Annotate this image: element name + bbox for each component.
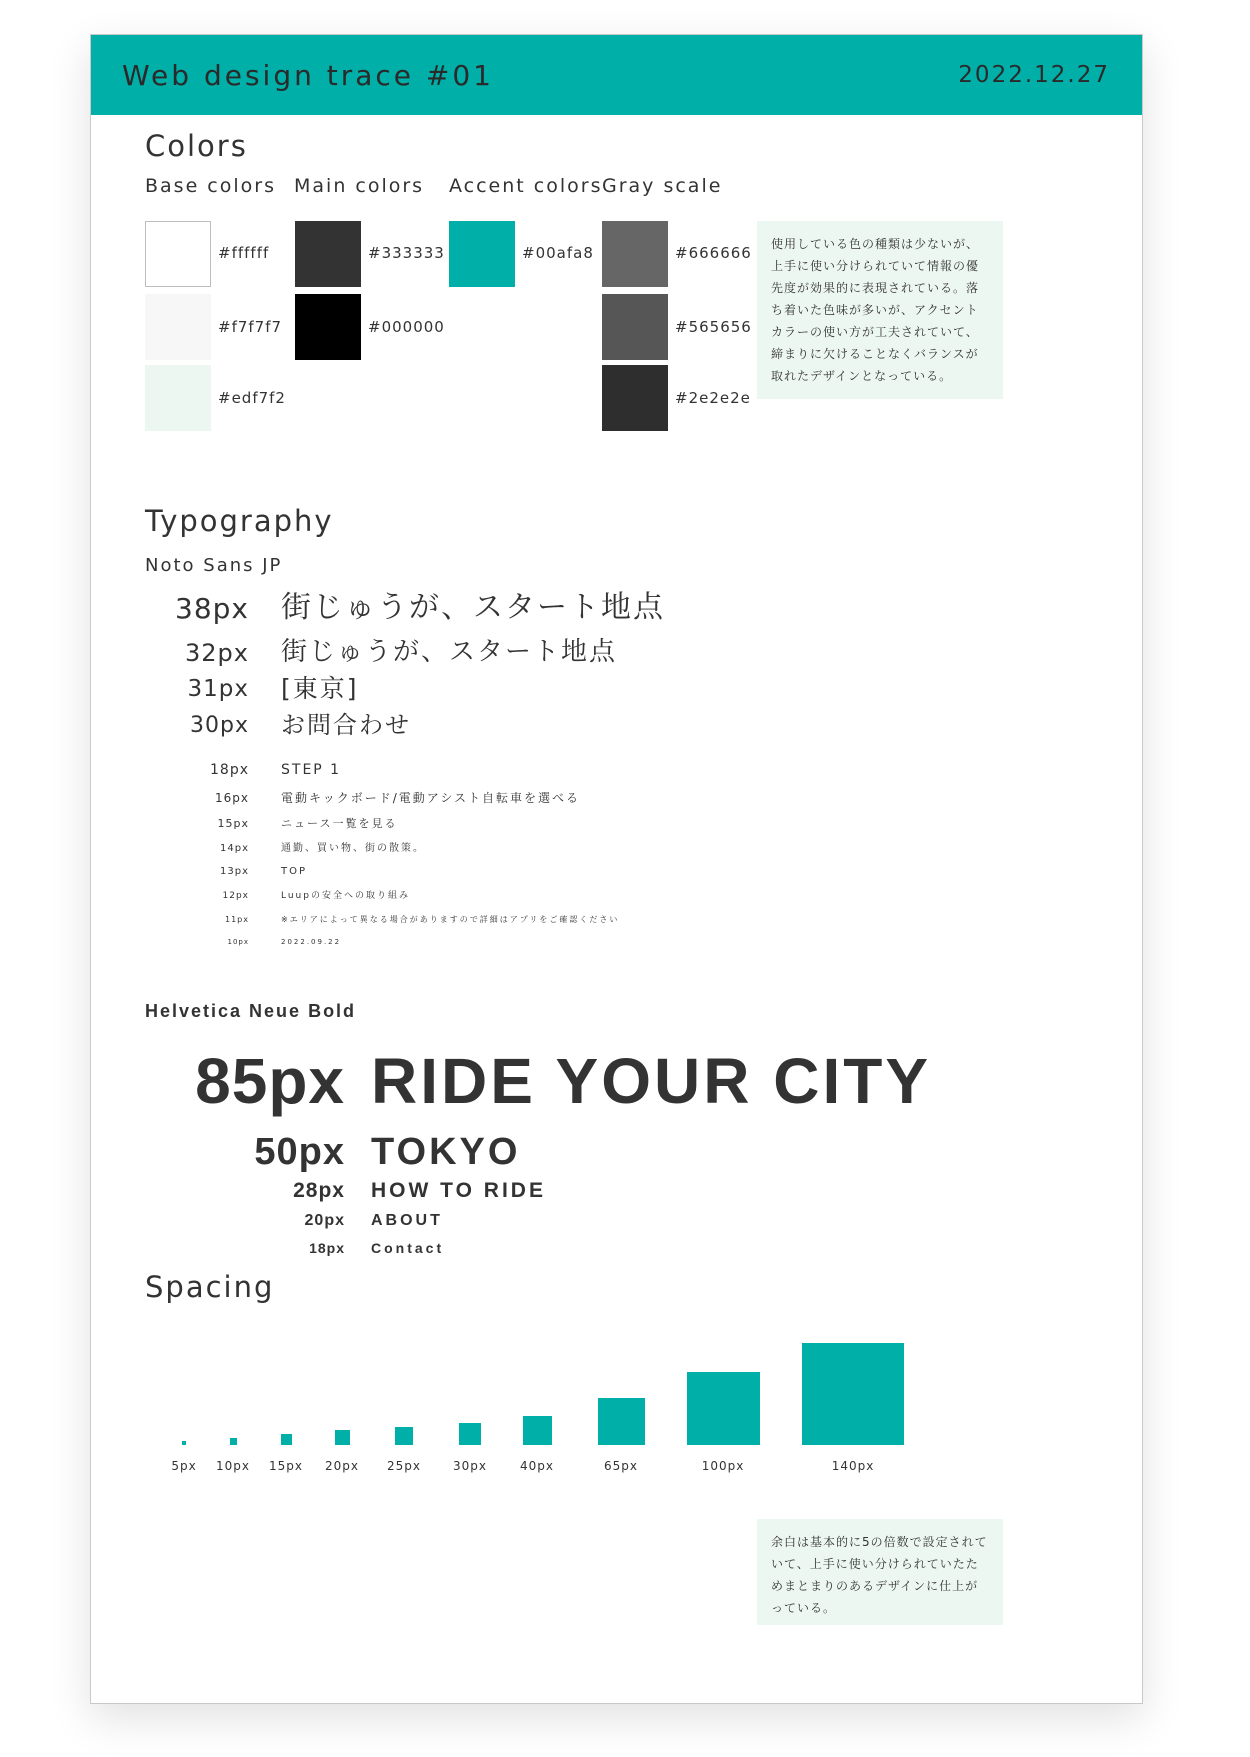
helvetica-font-label: Helvetica Neue Bold bbox=[145, 1001, 357, 1021]
swatch-base-1 bbox=[145, 221, 211, 287]
helvetica-sample-text: ABOUT bbox=[371, 1212, 443, 1229]
swatch-accent-1 bbox=[449, 221, 515, 287]
page-date: 2022.12.27 bbox=[958, 62, 1110, 88]
spacing-section-title: Spacing bbox=[145, 1270, 275, 1304]
noto-sample-text: TOP bbox=[281, 866, 308, 877]
spacing-swatch bbox=[281, 1434, 292, 1445]
spacing-label: 25px bbox=[387, 1459, 421, 1473]
header-bar bbox=[91, 35, 1142, 115]
spacing-swatch bbox=[687, 1372, 760, 1445]
helvetica-sample-text: HOW TO RIDE bbox=[371, 1179, 546, 1202]
noto-size-label: 11px bbox=[225, 915, 249, 924]
noto-size-label: 18px bbox=[210, 762, 249, 778]
noto-sample-text: 2022.09.22 bbox=[281, 938, 342, 946]
swatch-main-2 bbox=[295, 294, 361, 360]
noto-sample-text: [東京] bbox=[281, 674, 359, 703]
swatch-base-3 bbox=[145, 365, 211, 431]
spacing-note: 余白は基本的に5の倍数で設定されていて、上手に使い分けられていたためまとまりのあるデザインに仕上がっている。 bbox=[757, 1519, 1003, 1625]
spacing-swatch bbox=[230, 1438, 237, 1445]
noto-sample-text: 電動キックボード/電動アシスト自転車を選べる bbox=[281, 791, 580, 805]
noto-sample-text: 街じゅうが、スタート地点 bbox=[281, 590, 665, 625]
noto-sample-text: STEP 1 bbox=[281, 762, 342, 778]
noto-sample-text: 通勤、買い物、街の散策。 bbox=[281, 843, 425, 854]
helvetica-size-label: 20px bbox=[304, 1212, 345, 1229]
noto-size-label: 32px bbox=[185, 639, 249, 667]
hex-base-1: #ffffff bbox=[218, 244, 270, 262]
spacing-label: 140px bbox=[831, 1459, 875, 1473]
spacing-label: 15px bbox=[269, 1459, 303, 1473]
noto-sample-text: ※エリアによって異なる場合がありますので詳細はアプリをご確認ください bbox=[281, 915, 620, 924]
spacing-swatch bbox=[523, 1416, 552, 1445]
noto-size-label: 38px bbox=[175, 592, 249, 625]
helvetica-size-label: 50px bbox=[254, 1131, 345, 1173]
spacing-swatch bbox=[598, 1398, 645, 1445]
noto-font-label: Noto Sans JP bbox=[145, 555, 283, 576]
accent-colors-label: Accent colors bbox=[449, 175, 603, 197]
hex-accent-1: #00afa8 bbox=[522, 244, 594, 262]
hex-gray-2: #565656 bbox=[675, 318, 752, 336]
spacing-swatch bbox=[182, 1441, 186, 1445]
hex-base-2: #f7f7f7 bbox=[218, 318, 283, 336]
helvetica-sample-text: TOKYO bbox=[371, 1131, 521, 1173]
spacing-label: 5px bbox=[171, 1459, 197, 1473]
helvetica-size-label: 28px bbox=[293, 1179, 345, 1202]
gray-scale-label: Gray scale bbox=[602, 175, 723, 197]
spacing-label: 65px bbox=[604, 1459, 638, 1473]
hex-gray-1: #666666 bbox=[675, 244, 752, 262]
noto-size-label: 16px bbox=[215, 791, 249, 805]
noto-size-label: 13px bbox=[220, 866, 249, 877]
swatch-gray-1 bbox=[602, 221, 668, 287]
noto-sample-text: 街じゅうが、スタート地点 bbox=[281, 637, 618, 667]
helvetica-size-label: 85px bbox=[195, 1045, 345, 1117]
swatch-base-2 bbox=[145, 294, 211, 360]
spacing-swatch bbox=[802, 1343, 904, 1445]
colors-note: 使用している色の種類は少ないが、上手に使い分けられていて情報の優先度が効果的に表現されている。落ち着いた色味が多いが、アクセントカラーの使い方が工夫されていて、締まりに欠けることなくバランスが取れたデザインとなっている。 bbox=[757, 221, 1003, 399]
typography-section-title: Typography bbox=[145, 504, 334, 538]
noto-size-label: 10px bbox=[227, 938, 249, 946]
swatch-gray-3 bbox=[602, 365, 668, 431]
noto-sample-text: ニュース一覧を見る bbox=[281, 817, 398, 830]
spacing-label: 30px bbox=[453, 1459, 487, 1473]
colors-section-title: Colors bbox=[145, 129, 248, 163]
spacing-label: 20px bbox=[325, 1459, 359, 1473]
spacing-label: 40px bbox=[520, 1459, 554, 1473]
noto-size-label: 31px bbox=[187, 676, 249, 702]
hex-base-3: #edf7f2 bbox=[218, 389, 286, 407]
noto-size-label: 14px bbox=[220, 843, 249, 854]
hex-main-1: #333333 bbox=[368, 244, 445, 262]
spacing-swatch bbox=[459, 1423, 481, 1445]
noto-sample-text: Luupの安全への取り組み bbox=[281, 891, 410, 901]
spacing-label: 10px bbox=[216, 1459, 250, 1473]
hex-gray-3: #2e2e2e bbox=[675, 389, 751, 407]
base-colors-label: Base colors bbox=[145, 175, 276, 197]
helvetica-size-label: 18px bbox=[309, 1240, 345, 1256]
spacing-label: 100px bbox=[701, 1459, 745, 1473]
noto-size-label: 30px bbox=[190, 713, 249, 738]
style-guide-sheet bbox=[90, 34, 1143, 1704]
page-title: Web design trace #01 bbox=[122, 58, 494, 92]
hex-main-2: #000000 bbox=[368, 318, 445, 336]
noto-size-label: 15px bbox=[217, 817, 249, 830]
main-colors-label: Main colors bbox=[294, 175, 425, 197]
spacing-swatch bbox=[395, 1427, 413, 1445]
helvetica-sample-text: Contact bbox=[371, 1240, 445, 1256]
noto-sample-text: お問合わせ bbox=[281, 711, 411, 739]
helvetica-sample-text: RIDE YOUR CITY bbox=[371, 1045, 931, 1117]
swatch-main-1 bbox=[295, 221, 361, 287]
spacing-swatch bbox=[335, 1430, 350, 1445]
noto-size-label: 12px bbox=[222, 891, 249, 901]
swatch-gray-2 bbox=[602, 294, 668, 360]
